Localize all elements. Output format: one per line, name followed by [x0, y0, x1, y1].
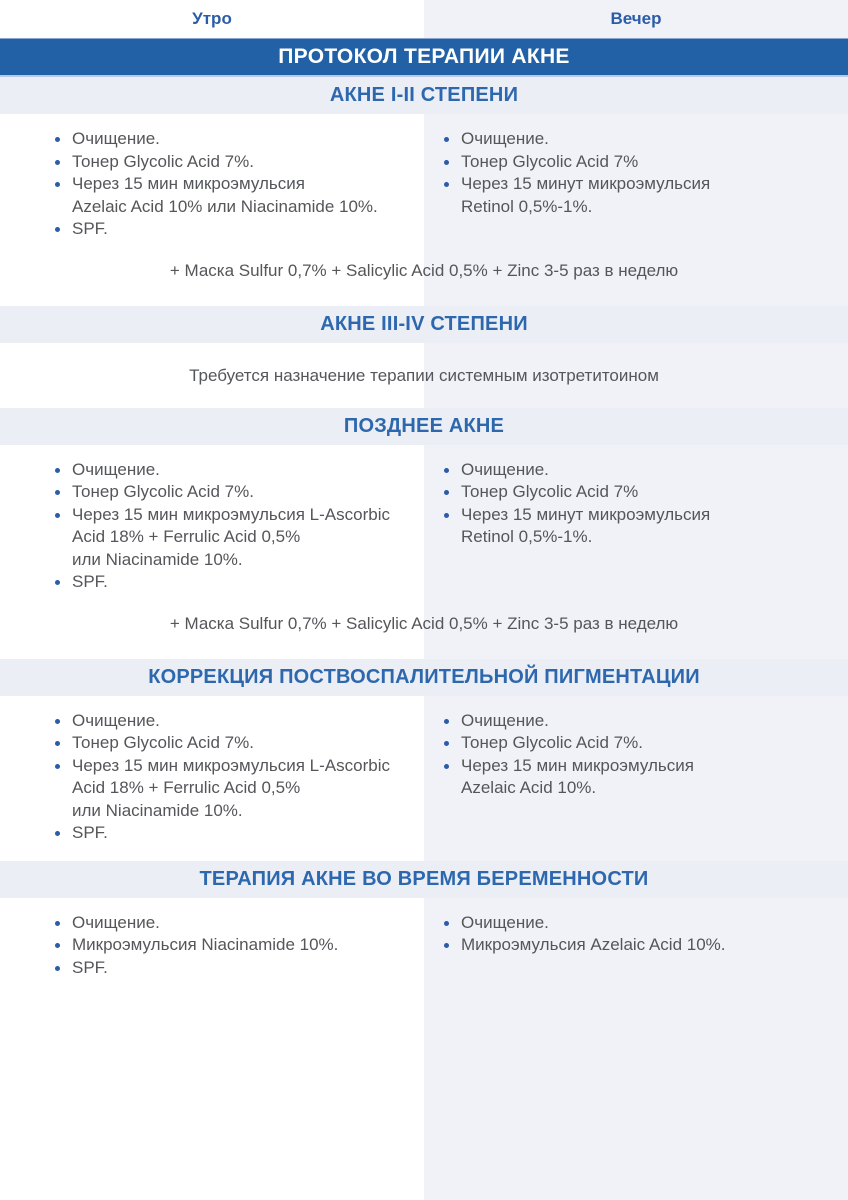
routine-step: [444, 151, 842, 174]
bullet-icon: [55, 182, 60, 187]
bullet-icon: [444, 490, 449, 495]
routine-step: [444, 173, 842, 218]
routine-step: [55, 459, 418, 482]
routine-step-text: Через 15 мин микроэмульсия L-Ascorbic Acid 18% + Ferrulic Acid 0,5% или Niacinamide 10%.: [72, 504, 390, 569]
routine-step-text: Через 15 мин микроэмульсия Azelaic Acid 10% или Niacinamide 10%.: [72, 174, 378, 216]
routine-step-text: SPF.: [72, 957, 108, 977]
bullet-icon: [55, 831, 60, 836]
routine-step-text: Тонер Glycolic Acid 7%.: [72, 733, 254, 752]
routine-columns: [0, 445, 848, 594]
routine-step-text: Тонер Glycolic Acid 7%.: [72, 482, 254, 501]
routine-step-text: Очищение.: [461, 459, 549, 479]
routine-step-text: SPF.: [72, 219, 108, 238]
evening-routine-list: [424, 710, 848, 845]
routine-step-text: Тонер Glycolic Acid 7%: [461, 151, 639, 171]
routine-step-text: Очищение.: [461, 912, 549, 932]
morning-routine-list: [0, 710, 424, 845]
evening-routine-list: [424, 459, 848, 594]
protocol-section: [0, 659, 848, 861]
routine-step-text: Очищение.: [72, 459, 160, 479]
routine-step: [444, 459, 842, 482]
bullet-icon: [55, 719, 60, 724]
section-footnote: + Маска Sulfur 0,7% + Salicylic Acid 0,5% + Zinc 3-5 раз в неделю: [169, 613, 679, 633]
routine-step-text: Микроэмульсия Niacinamide 10%.: [72, 935, 339, 954]
morning-routine-list: [0, 912, 424, 980]
routine-step: [444, 934, 842, 957]
routine-step: [55, 151, 418, 174]
section-heading: КОРРЕКЦИЯ ПОСТВОСПАЛИТЕЛЬНОЙ ПИГМЕНТАЦИИ: [0, 659, 848, 696]
evening-routine-list: [424, 912, 848, 980]
routine-step: [55, 173, 418, 218]
routine-step-text: Тонер Glycolic Acid 7%: [461, 482, 639, 501]
section-heading: АКНЕ III-IV СТЕПЕНИ: [0, 306, 848, 343]
bullet-icon: [55, 490, 60, 495]
routine-step: [444, 128, 842, 151]
section-note: Требуется назначение терапии системным изотретитоином: [189, 365, 659, 385]
routine-columns: [0, 696, 848, 861]
routine-step-text: Через 15 мин микроэмульсия L-Ascorbic Acid 18% + Ferrulic Acid 0,5% или Niacinamide 10%.: [72, 755, 390, 820]
routine-step: [55, 571, 418, 594]
routine-step: [55, 218, 418, 241]
section-heading: ПОЗДНЕЕ АКНЕ: [0, 408, 848, 445]
sections: [0, 77, 848, 995]
bullet-icon: [444, 764, 449, 769]
evening-routine-list: [424, 128, 848, 241]
bullet-icon: [55, 943, 60, 948]
bullet-icon: [444, 741, 449, 746]
routine-step-text: Очищение.: [461, 129, 549, 148]
protocol-section: [0, 408, 848, 635]
routine-step: [55, 710, 418, 733]
bullet-icon: [55, 966, 60, 971]
routine-step: [55, 957, 418, 980]
bullet-icon: [55, 227, 60, 232]
routine-step: [55, 732, 418, 755]
page-title: ПРОТОКОЛ ТЕРАПИИ АКНЕ: [0, 38, 848, 77]
routine-step: [55, 912, 418, 935]
protocol-section: [0, 306, 848, 408]
routine-step-text: Очищение.: [461, 710, 549, 730]
routine-step-text: Тонер Glycolic Acid 7%.: [461, 733, 643, 752]
bullet-icon: [55, 513, 60, 518]
bullet-icon: [444, 468, 449, 473]
routine-step: [55, 822, 418, 845]
morning-routine-list: [0, 459, 424, 594]
routine-step-text: Через 15 минут микроэмульсия Retinol 0,5%-1%.: [461, 504, 711, 546]
routine-step: [444, 755, 842, 800]
routine-step: [444, 710, 842, 733]
routine-columns: [0, 898, 848, 996]
routine-step: [444, 504, 842, 549]
column-headers-row: [0, 0, 848, 38]
routine-step: [444, 912, 842, 935]
bullet-icon: [55, 921, 60, 926]
bullet-icon: [55, 580, 60, 585]
routine-step-text: Очищение.: [72, 710, 160, 730]
protocol-section: [0, 77, 848, 282]
bullet-icon: [444, 182, 449, 187]
routine-step: [55, 755, 418, 823]
routine-step-text: Через 15 минут микроэмульсия Retinol 0,5%-1%.: [461, 174, 711, 216]
bullet-icon: [444, 719, 449, 724]
section-heading: АКНЕ I-II СТЕПЕНИ: [0, 77, 848, 114]
bullet-icon: [444, 921, 449, 926]
column-header-evening: Вечер: [424, 0, 848, 38]
bullet-icon: [444, 137, 449, 142]
section-heading: ТЕРАПИЯ АКНЕ ВО ВРЕМЯ БЕРЕМЕННОСТИ: [0, 861, 848, 898]
bullet-icon: [444, 943, 449, 948]
bullet-icon: [55, 468, 60, 473]
routine-step-text: SPF.: [72, 823, 108, 842]
bullet-icon: [55, 137, 60, 142]
column-header-morning: Утро: [192, 9, 232, 28]
routine-step: [55, 504, 418, 572]
bullet-icon: [55, 160, 60, 165]
bullet-icon: [55, 741, 60, 746]
routine-step: [55, 128, 418, 151]
routine-step: [55, 481, 418, 504]
morning-routine-list: [0, 128, 424, 241]
routine-step-text: Очищение.: [72, 129, 160, 148]
section-footnote: + Маска Sulfur 0,7% + Salicylic Acid 0,5% + Zinc 3-5 раз в неделю: [169, 260, 679, 280]
bullet-icon: [444, 160, 449, 165]
routine-step: [55, 934, 418, 957]
routine-step-text: Микроэмульсия Azelaic Acid 10%.: [461, 935, 726, 954]
bullet-icon: [444, 513, 449, 518]
routine-step-text: Тонер Glycolic Acid 7%.: [72, 151, 254, 171]
protocol-section: [0, 861, 848, 996]
bullet-icon: [55, 764, 60, 769]
routine-step-text: Очищение.: [72, 912, 160, 932]
routine-step: [444, 732, 842, 755]
routine-step-text: SPF.: [72, 572, 108, 591]
routine-step: [444, 481, 842, 504]
routine-columns: [0, 114, 848, 241]
routine-step-text: Через 15 мин микроэмульсия Azelaic Acid 10%.: [461, 755, 694, 797]
